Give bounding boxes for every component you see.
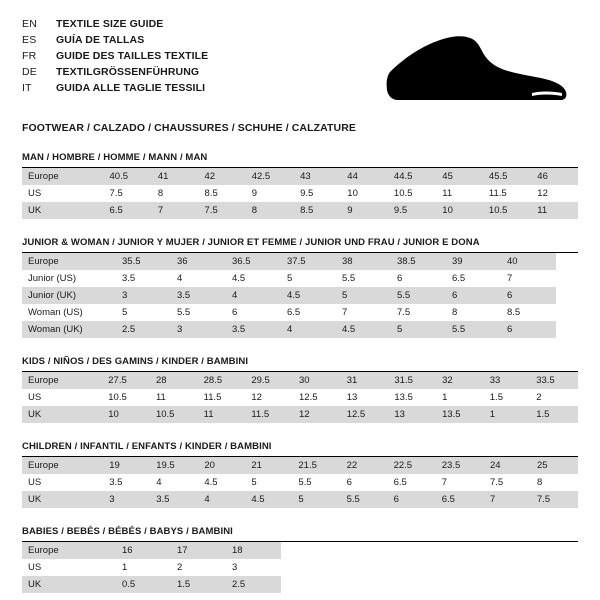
size-cell: 10.5 bbox=[150, 406, 198, 423]
size-cell: 10 bbox=[436, 202, 483, 219]
dress-shoe-icon bbox=[382, 30, 572, 108]
size-cell: 6.5 bbox=[104, 202, 152, 219]
size-cell: 6 bbox=[397, 273, 403, 284]
size-cell: 10.5 bbox=[108, 392, 127, 403]
size-cell: 6.5 bbox=[393, 477, 407, 488]
size-cell: 41 bbox=[152, 168, 199, 185]
size-table bbox=[22, 253, 556, 338]
size-cell: 42.5 bbox=[246, 168, 294, 185]
size-cell: 6.5 bbox=[287, 307, 301, 318]
size-cell: 9 bbox=[341, 202, 388, 219]
row-label: Europe bbox=[22, 457, 103, 474]
table-row bbox=[22, 321, 556, 338]
row-label: US bbox=[28, 188, 42, 199]
size-cell: 23.5 bbox=[436, 457, 484, 474]
size-cell: 1 bbox=[442, 392, 448, 403]
size-cell: 4 bbox=[281, 321, 336, 338]
size-cell: 10.5 bbox=[393, 188, 413, 199]
size-cell: 1 bbox=[484, 406, 530, 423]
size-cell: 13 bbox=[388, 406, 436, 423]
header bbox=[22, 16, 578, 108]
size-cell: 8 bbox=[157, 188, 164, 199]
size-cell: 10.5 bbox=[483, 202, 531, 219]
size-cell: 3.5 bbox=[226, 321, 281, 338]
language-title: GUIDE DES TAILLES TEXTILE bbox=[56, 49, 209, 62]
size-cell: 3 bbox=[232, 562, 238, 573]
size-cell: 35.5 bbox=[116, 253, 171, 270]
size-cell: 5.5 bbox=[342, 273, 356, 284]
size-block bbox=[22, 152, 578, 219]
size-cell: 27.5 bbox=[102, 372, 150, 389]
page-title: FOOTWEAR / CALZADO / CHAUSSURES / SCHUHE / CALZATURE bbox=[22, 122, 357, 134]
row-label: US bbox=[28, 392, 42, 403]
size-block bbox=[22, 356, 578, 423]
size-cell: 46 bbox=[531, 168, 578, 185]
size-block bbox=[22, 237, 578, 338]
size-cell: 3.5 bbox=[122, 273, 136, 284]
size-cell: 0.5 bbox=[116, 576, 171, 593]
size-cell: 8.5 bbox=[507, 307, 521, 318]
row-label: US bbox=[28, 562, 42, 573]
size-cell: 4.5 bbox=[232, 273, 246, 284]
size-cell: 7 bbox=[342, 307, 348, 318]
size-cell: 11 bbox=[442, 188, 453, 199]
size-block-title: JUNIOR & WOMAN / JUNIOR Y MUJER / JUNIOR ET FEMME / JUNIOR UND FRAU / JUNIOR E DONA bbox=[22, 237, 480, 248]
size-cell: 1.5 bbox=[530, 406, 578, 423]
row-label: Europe bbox=[22, 168, 104, 185]
size-block-title: KIDS / NIÑOS / DES GAMINS / KINDER / BAMBINI bbox=[22, 356, 249, 367]
size-cell: 7.5 bbox=[531, 491, 578, 508]
table-row bbox=[22, 559, 281, 576]
size-cell: 22.5 bbox=[388, 457, 436, 474]
size-cell: 7.5 bbox=[489, 477, 504, 488]
language-row bbox=[22, 32, 208, 48]
size-cell: 33 bbox=[484, 372, 530, 389]
size-cell: 30 bbox=[293, 372, 341, 389]
size-cell: 5.5 bbox=[391, 287, 446, 304]
size-cell: 11 bbox=[155, 392, 166, 403]
size-cell: 42 bbox=[199, 168, 246, 185]
size-cell: 13 bbox=[346, 392, 358, 403]
size-block-title: MAN / HOMBRE / HOMME / MANN / MAN bbox=[22, 152, 208, 163]
size-cell: 5 bbox=[391, 321, 446, 338]
size-cell: 29.5 bbox=[245, 372, 293, 389]
table-row bbox=[22, 542, 281, 559]
size-cell: 5 bbox=[336, 287, 391, 304]
size-cell: 1.5 bbox=[171, 576, 226, 593]
size-cell: 6 bbox=[501, 287, 556, 304]
language-code: ES bbox=[22, 33, 37, 46]
size-cell: 9.5 bbox=[300, 188, 314, 199]
language-row bbox=[22, 64, 208, 80]
size-cell: 5 bbox=[122, 307, 128, 318]
language-code: EN bbox=[22, 17, 37, 30]
table-row bbox=[22, 372, 578, 389]
size-cell: 40.5 bbox=[104, 168, 152, 185]
table-row bbox=[22, 185, 578, 202]
size-cell: 31.5 bbox=[388, 372, 436, 389]
size-cell: 6 bbox=[346, 477, 352, 488]
size-block bbox=[22, 526, 578, 593]
language-title-rows bbox=[22, 16, 208, 96]
size-table bbox=[22, 457, 578, 508]
table-row bbox=[22, 491, 578, 508]
size-cell: 28.5 bbox=[198, 372, 246, 389]
size-cell: 5 bbox=[292, 491, 340, 508]
table-row bbox=[22, 287, 556, 304]
size-cell: 6.5 bbox=[452, 273, 466, 284]
size-cell: 25 bbox=[531, 457, 578, 474]
size-cell: 19.5 bbox=[150, 457, 198, 474]
size-cell: 4.5 bbox=[281, 287, 336, 304]
row-label: US bbox=[28, 477, 42, 488]
size-cell: 4.5 bbox=[245, 491, 292, 508]
size-cell: 13.5 bbox=[394, 392, 413, 403]
size-cell: 6 bbox=[501, 321, 556, 338]
size-cell: 3.5 bbox=[171, 287, 226, 304]
size-cell: 8 bbox=[246, 202, 294, 219]
size-cell: 6.5 bbox=[436, 491, 484, 508]
size-cell: 3 bbox=[103, 491, 150, 508]
size-cell: 7 bbox=[152, 202, 199, 219]
row-label: UK bbox=[22, 406, 102, 423]
language-code: DE bbox=[22, 65, 37, 78]
row-label: Europe bbox=[22, 253, 116, 270]
size-cell: 44 bbox=[341, 168, 388, 185]
language-title: TEXTILE SIZE GUIDE bbox=[56, 17, 164, 30]
size-cell: 33.5 bbox=[530, 372, 578, 389]
size-cell: 7 bbox=[484, 491, 531, 508]
size-cell: 6 bbox=[232, 307, 238, 318]
size-cell: 8.5 bbox=[294, 202, 341, 219]
size-cell: 5.5 bbox=[177, 307, 191, 318]
size-cell: 3.5 bbox=[109, 477, 123, 488]
size-cell: 19 bbox=[103, 457, 150, 474]
size-cell: 3.5 bbox=[150, 491, 198, 508]
size-cell: 6 bbox=[388, 491, 436, 508]
size-cell: 4 bbox=[198, 491, 245, 508]
size-cell: 11.5 bbox=[488, 188, 507, 199]
size-cell: 2 bbox=[536, 392, 542, 403]
size-cell: 7 bbox=[507, 273, 513, 284]
table-row bbox=[22, 474, 578, 491]
table-row bbox=[22, 253, 556, 270]
size-table bbox=[22, 542, 281, 593]
size-cell: 5 bbox=[251, 477, 257, 488]
row-label: Woman (US) bbox=[28, 307, 83, 318]
size-cell: 12.5 bbox=[299, 392, 318, 403]
size-cell: 39 bbox=[446, 253, 501, 270]
size-cell: 4 bbox=[226, 287, 281, 304]
language-title: GUIDA ALLE TAGLIE TESSILI bbox=[56, 81, 206, 94]
size-cell: 7.5 bbox=[109, 188, 123, 199]
size-cell: 8 bbox=[536, 477, 543, 488]
size-table bbox=[22, 168, 578, 219]
row-label: Junior (US) bbox=[28, 273, 77, 284]
size-block-title: BABIES / BEBÉS / BÉBÉS / BABYS / BAMBINI bbox=[22, 526, 233, 537]
size-cell: 5 bbox=[287, 273, 293, 284]
size-cell: 11 bbox=[198, 406, 246, 423]
size-cell: 3 bbox=[116, 287, 171, 304]
size-cell: 8.5 bbox=[204, 188, 218, 199]
size-cell: 12 bbox=[293, 406, 341, 423]
size-cell: 20 bbox=[198, 457, 245, 474]
size-cell: 28 bbox=[150, 372, 198, 389]
size-cell: 12 bbox=[251, 392, 262, 403]
language-row bbox=[22, 16, 208, 32]
size-cell: 9.5 bbox=[388, 202, 436, 219]
size-cell: 40 bbox=[501, 253, 556, 270]
size-cell: 24 bbox=[484, 457, 531, 474]
size-cell: 1.5 bbox=[489, 392, 503, 403]
size-cell: 8 bbox=[452, 307, 458, 318]
size-cell: 45 bbox=[436, 168, 483, 185]
size-cell: 43 bbox=[294, 168, 341, 185]
table-row bbox=[22, 389, 578, 406]
table-row bbox=[22, 270, 556, 287]
size-cell: 10 bbox=[347, 188, 358, 199]
size-cell: 45.5 bbox=[483, 168, 531, 185]
size-cell: 21 bbox=[245, 457, 292, 474]
size-cell: 36 bbox=[171, 253, 226, 270]
size-cell: 38 bbox=[336, 253, 391, 270]
size-cell: 3 bbox=[171, 321, 226, 338]
table-row bbox=[22, 406, 578, 423]
size-cell: 7.5 bbox=[397, 307, 411, 318]
size-cell: 21.5 bbox=[292, 457, 340, 474]
size-cell: 36.5 bbox=[226, 253, 281, 270]
size-cell: 1 bbox=[122, 562, 128, 573]
size-cell: 5.5 bbox=[298, 477, 312, 488]
language-title: GUÍA DE TALLAS bbox=[56, 33, 145, 46]
language-row bbox=[22, 48, 208, 64]
size-cell: 2.5 bbox=[226, 576, 281, 593]
size-cell: 2 bbox=[177, 562, 183, 573]
size-blocks bbox=[22, 152, 578, 593]
size-cell: 13.5 bbox=[436, 406, 484, 423]
language-code: FR bbox=[22, 49, 37, 62]
size-cell: 5.5 bbox=[341, 491, 388, 508]
table-row bbox=[22, 304, 556, 321]
table-row bbox=[22, 457, 578, 474]
language-title: TEXTILGRÖSSENFÜHRUNG bbox=[56, 65, 200, 78]
row-label: Europe bbox=[22, 542, 116, 559]
size-cell: 6 bbox=[446, 287, 501, 304]
size-cell: 4.5 bbox=[204, 477, 218, 488]
row-label: Woman (UK) bbox=[22, 321, 116, 338]
language-row bbox=[22, 80, 208, 96]
size-cell: 4 bbox=[156, 477, 162, 488]
size-cell: 4.5 bbox=[336, 321, 391, 338]
size-cell: 7.5 bbox=[199, 202, 246, 219]
size-cell: 7 bbox=[441, 477, 448, 488]
size-block-title: CHILDREN / INFANTIL / ENFANTS / KINDER / BAMBINI bbox=[22, 441, 272, 452]
size-table bbox=[22, 372, 578, 423]
size-cell: 11.5 bbox=[203, 392, 222, 403]
row-label: Junior (UK) bbox=[22, 287, 116, 304]
row-label: UK bbox=[22, 202, 104, 219]
size-cell: 4 bbox=[177, 273, 183, 284]
size-cell: 12.5 bbox=[341, 406, 389, 423]
size-cell: 37.5 bbox=[281, 253, 336, 270]
size-cell: 32 bbox=[436, 372, 484, 389]
table-row bbox=[22, 576, 281, 593]
size-cell: 10 bbox=[102, 406, 150, 423]
size-cell: 31 bbox=[341, 372, 389, 389]
size-cell: 16 bbox=[116, 542, 171, 559]
size-cell: 17 bbox=[171, 542, 226, 559]
language-code: IT bbox=[22, 81, 32, 94]
row-label: Europe bbox=[22, 372, 102, 389]
size-cell: 9 bbox=[251, 188, 258, 199]
size-block bbox=[22, 441, 578, 508]
size-cell: 11 bbox=[531, 202, 578, 219]
table-row bbox=[22, 202, 578, 219]
size-cell: 18 bbox=[226, 542, 281, 559]
row-label: UK bbox=[22, 491, 103, 508]
table-row bbox=[22, 168, 578, 185]
size-cell: 2.5 bbox=[116, 321, 171, 338]
size-cell: 22 bbox=[341, 457, 388, 474]
size-cell: 11.5 bbox=[245, 406, 293, 423]
size-cell: 12 bbox=[537, 188, 548, 199]
language-title-list bbox=[22, 16, 208, 96]
row-label: UK bbox=[22, 576, 116, 593]
size-cell: 5.5 bbox=[446, 321, 501, 338]
size-cell: 38.5 bbox=[391, 253, 446, 270]
size-cell: 44.5 bbox=[388, 168, 436, 185]
